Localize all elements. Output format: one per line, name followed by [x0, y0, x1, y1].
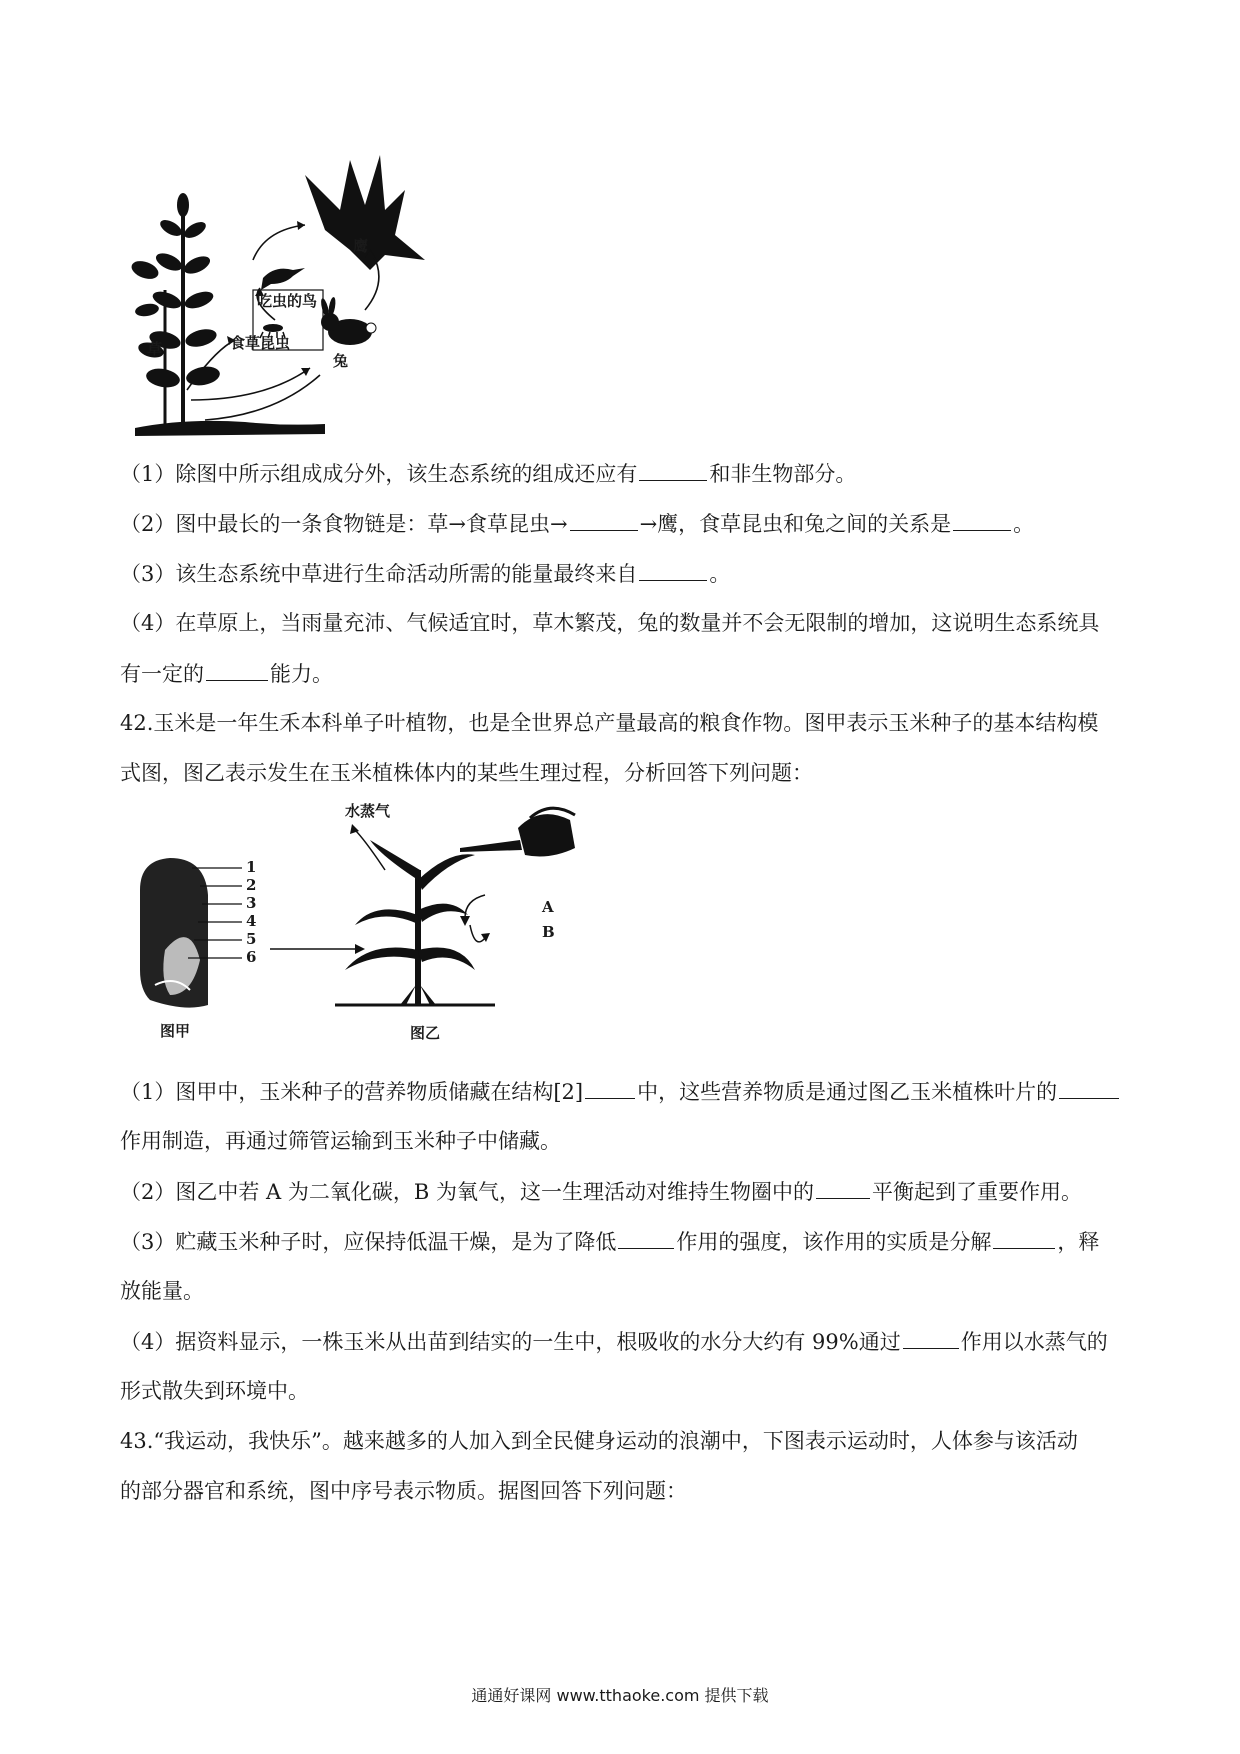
answer-blank[interactable]: [618, 1226, 674, 1249]
answer-blank[interactable]: [206, 658, 268, 681]
answer-blank[interactable]: [585, 1076, 635, 1099]
answer-blank[interactable]: [639, 458, 707, 481]
q42-part1-line1: （1）图甲中，玉米种子的营养物质储藏在结构[2] 中，这些营养物质是通过图乙玉米植株叶片的: [120, 1076, 1121, 1107]
label-grass: 草: [147, 340, 163, 358]
q42-part4-line2: 形式散失到环境中。: [120, 1379, 309, 1403]
answer-blank[interactable]: [1059, 1076, 1119, 1099]
q43-intro-line1: 43.“我运动，我快乐”。越来越多的人加入到全民健身运动的浪潮中，下图表示运动时，人体参与该活动: [120, 1429, 1078, 1453]
q41-part4-line1: （4）在草原上，当雨量充沛、气候适宜时，草木繁茂，兔的数量并不会无限制的增加，这说明生态系统具: [120, 611, 1100, 635]
label-herbivorous-insect: 食草昆虫: [230, 334, 291, 352]
label-eagle: 鹰: [353, 237, 369, 255]
q42-part1-line2: 作用制造，再通过筛管运输到玉米种子中储藏。: [120, 1129, 561, 1153]
answer-blank[interactable]: [639, 558, 707, 581]
seed-number-5: 5: [246, 930, 257, 948]
seed-number-4: 4: [246, 912, 257, 930]
answer-blank[interactable]: [993, 1226, 1055, 1249]
q41-part2: （2）图中最长的一条食物链是：草→食草昆虫→ →鹰，食草昆虫和兔之间的关系是 。: [120, 508, 1034, 539]
seed-number-1: 1: [246, 858, 257, 876]
seed-number-6: 6: [246, 948, 257, 966]
q43-intro-line2: 的部分器官和系统，图中序号表示物质。据图回答下列问题：: [120, 1479, 687, 1503]
answer-blank[interactable]: [953, 508, 1011, 531]
seed-number-2: 2: [246, 876, 257, 894]
label-rabbit: 兔: [333, 352, 349, 370]
q42-part3-line2: 放能量。: [120, 1279, 204, 1303]
label-b: B: [542, 923, 555, 941]
caption-figure-yi: 图乙: [410, 1024, 441, 1042]
answer-blank[interactable]: [570, 508, 638, 531]
q42-intro-line2: 式图，图乙表示发生在玉米植株体内的某些生理过程，分析回答下列问题：: [120, 761, 813, 785]
q41-part1: （1）除图中所示组成成分外，该生态系统的组成还应有 和非生物部分。: [120, 458, 856, 489]
label-a: A: [542, 898, 554, 916]
answer-blank[interactable]: [816, 1176, 870, 1199]
label-water-vapor: 水蒸气: [345, 802, 391, 820]
label-insect-eating-bird: 吃虫的鸟: [257, 292, 318, 310]
q41-part3: （3）该生态系统中草进行生命活动所需的能量最终来自 。: [120, 558, 730, 589]
q42-intro-line1: 42.玉米是一年生禾本科单子叶植物，也是全世界总产量最高的粮食作物。图甲表示玉米种子的基本结构模: [120, 711, 1099, 735]
seed-number-3: 3: [246, 894, 257, 912]
q42-part4-line1: （4）据资料显示，一株玉米从出苗到结实的一生中，根吸收的水分大约有 99%通过 作用以水蒸气的: [120, 1326, 1108, 1357]
food-web-figure: [125, 150, 445, 440]
page-footer: 通通好课网 www.tthaoke.com 提供下载: [471, 1686, 769, 1705]
q42-part3-line1: （3）贮藏玉米种子时，应保持低温干燥，是为了降低 作用的强度，该作用的实质是分解 ，释: [120, 1226, 1099, 1257]
corn-illustration: [130, 800, 610, 1050]
q42-part2: （2）图乙中若 A 为二氧化碳，B 为氧气，这一生理活动对维持生物圈中的 平衡起到了重要作用。: [120, 1176, 1082, 1207]
caption-figure-jia: 图甲: [160, 1022, 191, 1040]
q41-part4-line2: 有一定的 能力。: [120, 658, 333, 689]
corn-figure: [130, 800, 610, 1050]
answer-blank[interactable]: [903, 1326, 959, 1349]
